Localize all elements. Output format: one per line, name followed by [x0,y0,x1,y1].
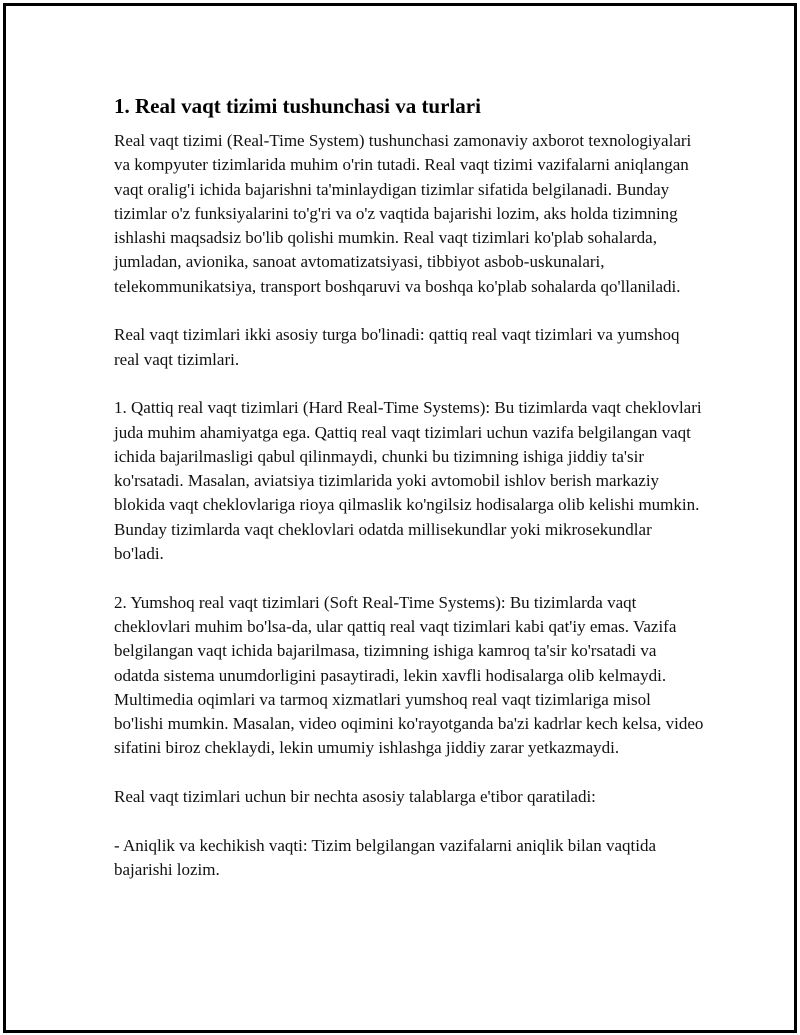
paragraph-soft-real-time: 2. Yumshoq real vaqt tizimlari (Soft Real-Time Systems): Bu tizimlarda vaqt cheklovlari muhim bo'lsa-da, ular qattiq real vaqt tizimlari kabi qat'iy emas. Vazifa belgilangan vaqt ichida bajarilmasa, tizimning ishiga kamroq ta'sir ko'rsatadi va odatda sistema unumdorligini pasaytiradi, lekin xavfli hodisalarga olib kelmaydi. Multimedia oqimlari va tarmoq xizmatlari yumshoq real vaqt tizimlariga misol bo'lishi mumkin. Masalan, video oqimini ko'rayotganda ba'zi kadrlar kech kelsa, video sifatini biroz cheklaydi, lekin umumiy ishlashga jiddiy zarar yetkazmaydi. [114,592,704,758]
paragraph-hard-real-time: 1. Qattiq real vaqt tizimlari (Hard Real-Time Systems): Bu tizimlarda vaqt cheklovlari juda muhim ahamiyatga ega. Qattiq real vaqt tizimlari uchun vazifa belgilangan vaqt ichida bajarilmasligi qabul qilinmaydi, chunki bu tizimning ishiga jiddiy ta'sir ko'rsatadi. Masalan, aviatsiya tizimlarida yoki avtomobil ishlov berish markaziy blokida vaqt cheklovlariga rioya qilmaslik ko'ngilsiz hodisalarga olib kelishi mumkin. Bunday tizimlarda vaqt cheklovlari odatda millisekundlar yoki mikrosekundlar bo'ladi. [114,398,702,564]
paragraph-requirements: Real vaqt tizimlari uchun bir nechta asosiy talablarga e'tibor qaratiladi: [114,787,596,807]
paragraph-accuracy: - Aniqlik va kechikish vaqti: Tizim belgilangan vazifalarni aniqlik bilan vaqtida bajarishi lozim. [114,835,656,879]
paragraph-types: Real vaqt tizimlari ikki asosiy turga bo'linadi: qattiq real vaqt tizimlari va yumshoq real vaqt tizimlari. [114,325,680,369]
paragraph-intro: Real vaqt tizimi (Real-Time System) tushunchasi zamonaviy axborot texnologiyalari va kompyuter tizimlarida muhim o'rin tutadi. Real vaqt tizimi vazifalarni aniqlangan vaqt oralig'i ichida bajarishni ta'minlaydigan tizimlar sifatida belgilanadi. Bunday tizimlar o'z funksiyalarini to'g'ri va o'z vaqtida bajarishi lozim, aks holda tizimning ishlashi maqsadsiz bo'lib qolishi mumkin. Real vaqt tizimlari ko'plab sohalarda, jumladan, avionika, sanoat avtomatizatsiyasi, tibbiyot asbob-uskunalari, telekommunikatsiya, transport boshqaruvi va boshqa ko'plab sohalarda qo'llaniladi. [114,131,692,296]
document-body [114,92,704,907]
section-heading: 1. Real vaqt tizimi tushunchasi va turlari [114,94,481,118]
